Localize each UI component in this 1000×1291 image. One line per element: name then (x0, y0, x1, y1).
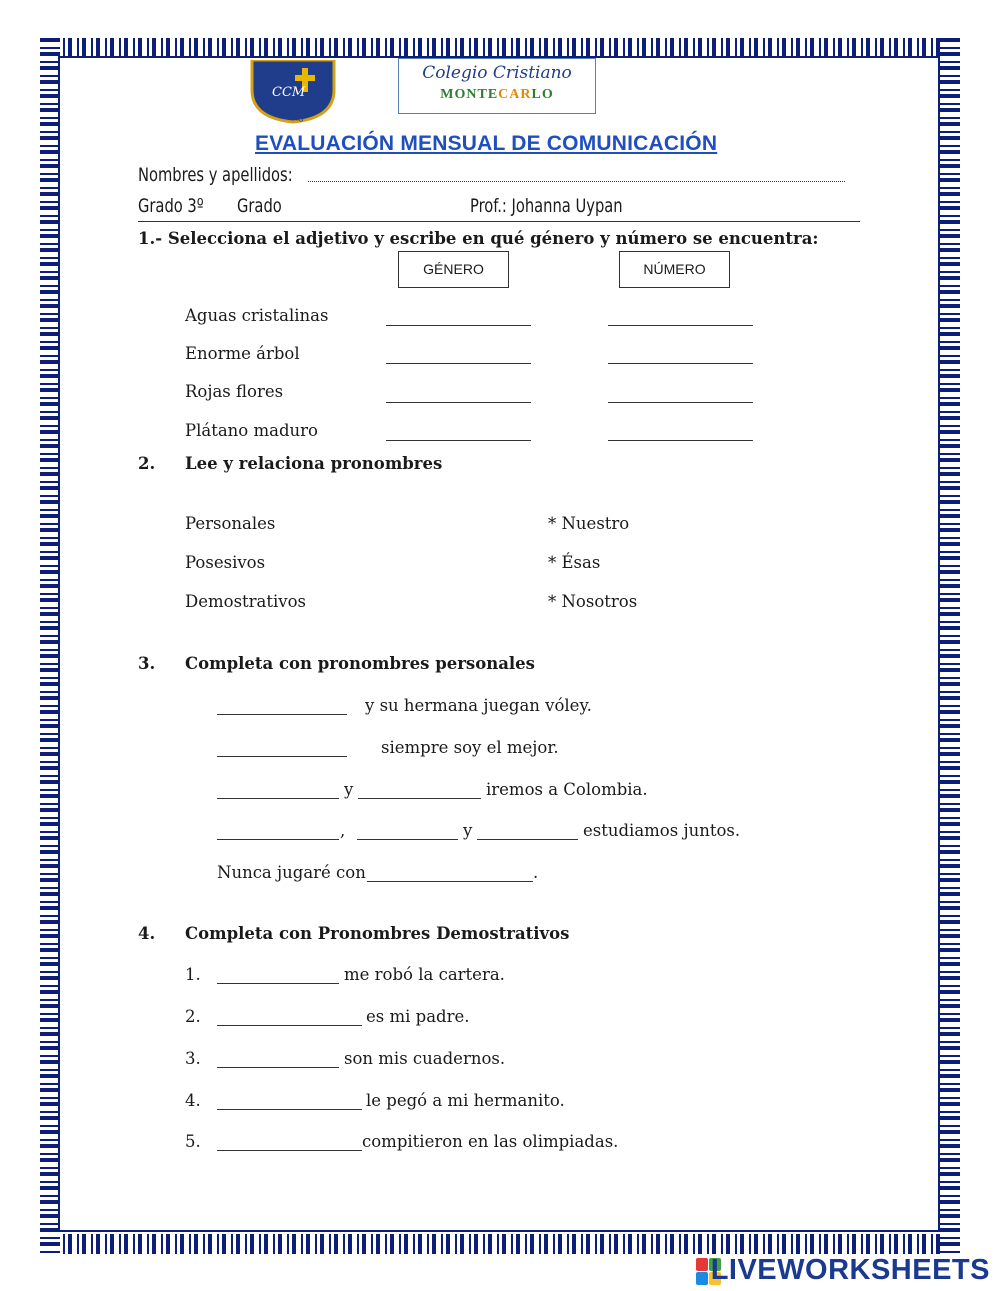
personal-blank-3a[interactable] (217, 798, 339, 799)
adjective-row-4: Plátano maduro (185, 421, 318, 440)
school-subname: MONTECARLO (440, 87, 554, 102)
page-title: EVALUACIÓN MENSUAL DE COMUNICACIÓN (255, 132, 718, 155)
personal-blank-4a[interactable] (217, 839, 339, 840)
pronoun-type-2[interactable]: Posesivos (185, 553, 266, 572)
personal-blank-3b[interactable] (358, 798, 481, 799)
logo-text: CCM (272, 85, 306, 100)
sentence-2: siempre soy el mejor. (381, 738, 559, 757)
sentence-5-end: . (533, 863, 539, 882)
pronoun-type-3[interactable]: Demostrativos (185, 592, 307, 611)
adjective-row-3: Rojas flores (185, 382, 284, 401)
decorative-border-top (40, 38, 960, 58)
personal-blank-5[interactable] (367, 881, 533, 882)
personal-blank-4c[interactable] (477, 839, 578, 840)
adjective-row-1: Aguas cristalinas (185, 306, 329, 325)
section2-heading: Lee y relaciona pronombres (185, 454, 443, 473)
personal-blank-4b[interactable] (357, 839, 458, 840)
liveworksheets-brand[interactable]: LIVEWORKSHEETS (710, 1254, 990, 1286)
demo-num-1: 1. (185, 965, 201, 984)
school-logo (250, 60, 336, 124)
section2-number: 2. (138, 454, 156, 473)
decorative-border-right (940, 38, 960, 1254)
school-name: Colegio Cristiano (422, 63, 572, 83)
pronoun-example-2[interactable]: * Ésas (548, 553, 601, 572)
demo-num-5: 5. (185, 1132, 201, 1151)
genero-blank-1[interactable] (386, 325, 531, 326)
genero-blank-2[interactable] (386, 363, 531, 364)
grade-word: Grado (237, 195, 282, 217)
demo-text-3: son mis cuadernos. (344, 1049, 506, 1068)
pronoun-type-1[interactable]: Personales (185, 514, 276, 533)
demo-text-1: me robó la cartera. (344, 965, 505, 984)
numero-blank-2[interactable] (608, 363, 753, 364)
demo-blank-2[interactable] (217, 1025, 362, 1026)
personal-blank-2[interactable] (217, 756, 347, 757)
section3-number: 3. (138, 654, 156, 673)
section4-heading: Completa con Pronombres Demostrativos (185, 924, 570, 943)
pronoun-example-3[interactable]: * Nosotros (548, 592, 638, 611)
genero-blank-3[interactable] (386, 402, 531, 403)
demo-num-4: 4. (185, 1091, 201, 1110)
demo-text-5: compitieron en las olimpiadas. (362, 1132, 619, 1151)
section1-heading: 1.- Selecciona el adjetivo y escribe en qué género y número se encuentra: (138, 229, 819, 248)
adjective-row-2: Enorme árbol (185, 344, 300, 363)
sentence-3-y: y (344, 780, 354, 799)
sentence-4: estudiamos juntos. (583, 821, 741, 840)
genero-blank-4[interactable] (386, 440, 531, 441)
names-field[interactable] (308, 181, 845, 182)
demo-text-2: es mi padre. (366, 1007, 470, 1026)
sentence-3: iremos a Colombia. (486, 780, 648, 799)
demo-num-2: 2. (185, 1007, 201, 1026)
section3-heading: Completa con pronombres personales (185, 654, 535, 673)
genero-header: GÉNERO (398, 251, 509, 288)
numero-header: NÚMERO (619, 251, 730, 288)
demo-num-3: 3. (185, 1049, 201, 1068)
demo-blank-4[interactable] (217, 1109, 362, 1110)
names-label: Nombres y apellidos: (138, 164, 293, 186)
demo-blank-5[interactable] (217, 1150, 362, 1151)
personal-blank-1[interactable] (217, 714, 347, 715)
sentence-4-y: y (463, 821, 473, 840)
logo-arc-text: CARABAYLLO (258, 102, 305, 124)
numero-blank-4[interactable] (608, 440, 753, 441)
grade-label: Grado 3º (138, 195, 204, 217)
demo-blank-3[interactable] (217, 1067, 339, 1068)
demo-text-4: le pegó a mi hermanito. (366, 1091, 565, 1110)
pronoun-example-1[interactable]: * Nuestro (548, 514, 630, 533)
sentence-4-comma: , (340, 821, 346, 840)
numero-blank-1[interactable] (608, 325, 753, 326)
numero-blank-3[interactable] (608, 402, 753, 403)
sentence-1: y su hermana juegan vóley. (365, 696, 592, 715)
school-name-box (398, 58, 596, 114)
sentence-5-start: Nunca jugaré con (217, 863, 366, 882)
teacher-label: Prof.: Johanna Uypan (470, 195, 623, 217)
header-divider (138, 221, 860, 222)
section4-number: 4. (138, 924, 156, 943)
decorative-border-bottom (40, 1234, 960, 1254)
demo-blank-1[interactable] (217, 983, 339, 984)
decorative-border-left (40, 38, 60, 1254)
